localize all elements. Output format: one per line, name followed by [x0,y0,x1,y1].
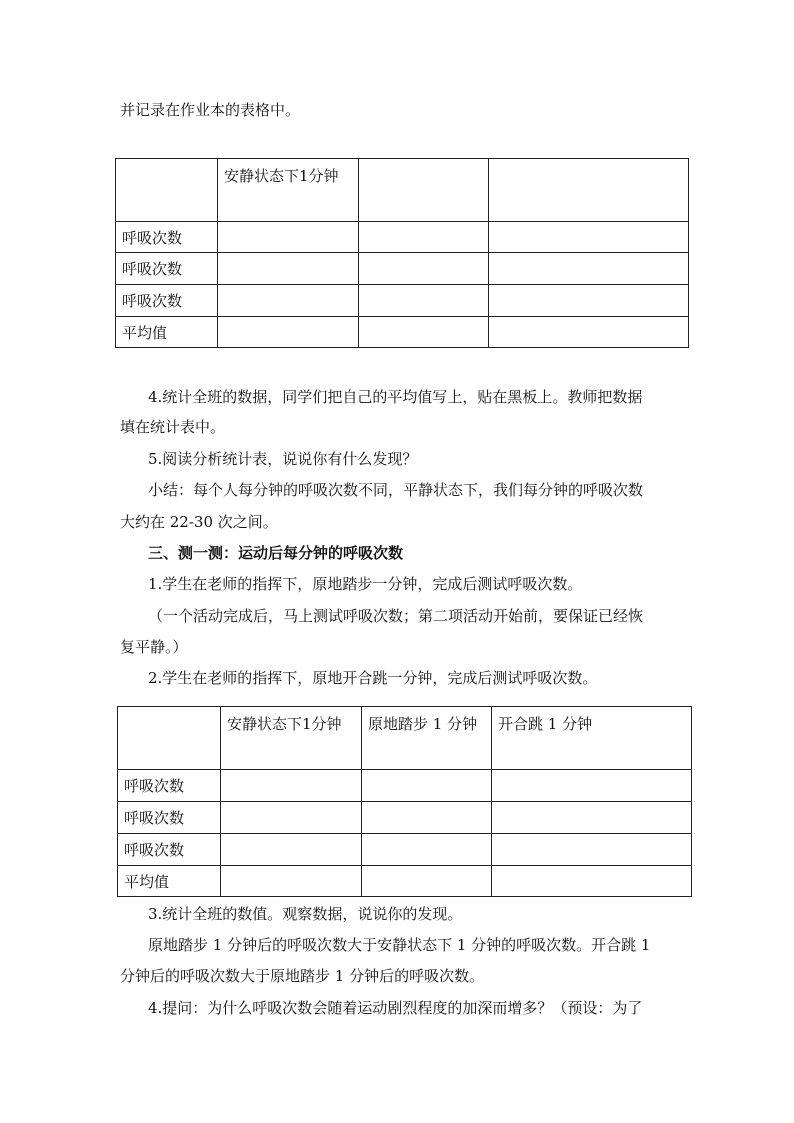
table-cell [221,866,362,897]
table-cell [359,317,489,348]
para-4-line-2: 填在统计表中。 [120,418,226,436]
row-label: 呼吸次数 [116,253,218,285]
table-cell [359,285,489,317]
table-row [116,222,689,253]
header-cell [359,159,489,222]
table-cell [362,866,492,897]
table-row [118,834,692,866]
table-row [116,317,689,348]
table-cell [359,222,489,253]
table-cell [218,253,359,285]
row-label: 呼吸次数 [118,770,221,802]
intro-line: 并记录在作业本的表格中。 [120,101,301,119]
finding-line-2: 分钟后的呼吸次数大于原地踏步 1 分钟后的呼吸次数。 [120,967,485,985]
row-label: 平均值 [118,866,221,897]
table-cell [218,222,359,253]
section-3-heading: 三、测一测：运动后每分钟的呼吸次数 [148,544,404,562]
header-cell: 安静状态下1分钟 [218,159,359,222]
header-cell: 安静状态下1分钟 [221,707,362,770]
row-label: 呼吸次数 [116,285,218,317]
finding-line-1: 原地踏步 1 分钟后的呼吸次数大于安静状态下 1 分钟的呼吸次数。开合跳 1 [148,936,651,954]
row-label: 平均值 [116,317,218,348]
row-label: 呼吸次数 [116,222,218,253]
table-cell [492,834,692,866]
table-row [118,866,692,897]
table-row [116,253,689,285]
table-row [118,770,692,802]
header-cell [118,707,221,770]
row-label: 呼吸次数 [118,834,221,866]
table-cell [221,834,362,866]
table-cell [492,866,692,897]
header-cell [116,159,218,222]
step-3: 3.统计全班的数值。观察数据，说说你的发现。 [148,905,463,923]
table-cell [362,802,492,834]
table-cell [359,253,489,285]
breathing-table-1 [115,158,689,348]
summary-line-2: 大约在 22-30 次之间。 [120,513,278,531]
table-row [118,802,692,834]
table-cell [489,253,689,285]
note-line-2: 复平静。） [120,638,188,656]
para-4-line-1: 4.统计全班的数据，同学们把自己的平均值写上，贴在黑板上。教师把数据 [148,388,643,406]
table-header-row [118,707,692,770]
table-cell [218,317,359,348]
step-1: 1.学生在老师的指挥下，原地踏步一分钟，完成后测试呼吸次数。 [148,575,583,593]
header-cell: 开合跳 1 分钟 [492,707,692,770]
table-cell [489,317,689,348]
step-4: 4.提问：为什么呼吸次数会随着运动剧烈程度的加深而增多？（预设：为了 [148,999,643,1017]
summary-line-1: 小结：每个人每分钟的呼吸次数不同，平静状态下，我们每分钟的呼吸次数 [148,481,644,499]
header-cell [489,159,689,222]
table-row [116,285,689,317]
table-cell [492,802,692,834]
breathing-table-2 [117,706,692,897]
table-cell [218,285,359,317]
para-5: 5.阅读分析统计表，说说你有什么发现？ [148,450,418,468]
table-cell [489,222,689,253]
note-line-1: （一个活动完成后，马上测试呼吸次数；第二项活动开始前，要保证已经恢 [148,607,644,625]
table-cell [221,802,362,834]
row-label: 呼吸次数 [118,802,221,834]
table-cell [221,770,362,802]
table-cell [489,285,689,317]
header-cell: 原地踏步 1 分钟 [362,707,492,770]
table-header-row [116,159,689,222]
step-2: 2.学生在老师的指挥下，原地开合跳一分钟，完成后测试呼吸次数。 [148,669,598,687]
table-cell [492,770,692,802]
table-cell [362,770,492,802]
table-cell [362,834,492,866]
